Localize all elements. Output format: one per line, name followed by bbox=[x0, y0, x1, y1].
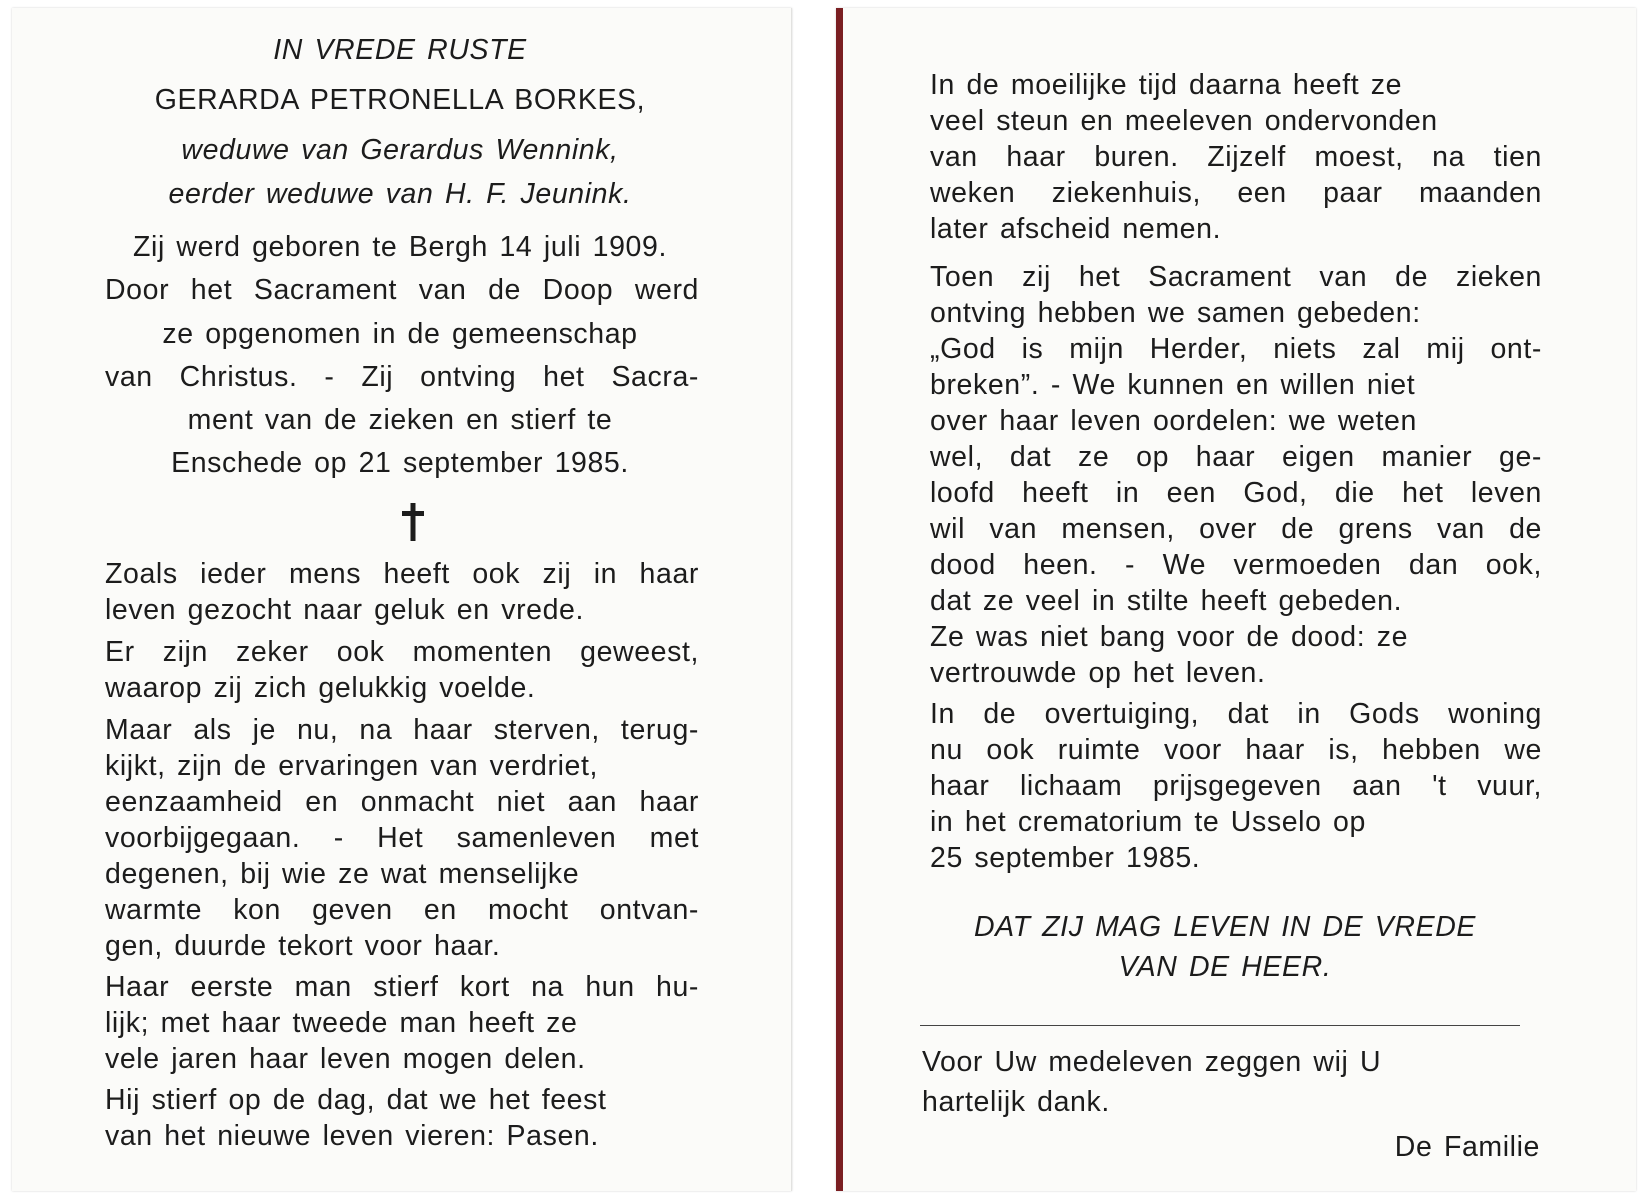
divider-line bbox=[920, 1025, 1520, 1026]
body-line: vertrouwde op het leven. bbox=[930, 657, 1266, 689]
body-line: waarop zij zich gelukkig voelde. bbox=[105, 672, 536, 704]
deceased-name: GERARDA PETRONELLA BORKES, bbox=[154, 84, 646, 116]
body-line: eenzaamheid en onmacht niet aan haar bbox=[105, 786, 699, 818]
widow-line-2: eerder weduwe van H. F. Jeunink. bbox=[168, 178, 632, 210]
body-line: warmte kon geven en mocht ontvan- bbox=[105, 894, 699, 926]
bio-line: Zij werd geboren te Bergh 14 juli 1909. bbox=[133, 231, 667, 263]
cross-icon bbox=[398, 503, 428, 541]
thanks-line: Voor Uw medeleven zeggen wij U bbox=[922, 1046, 1382, 1078]
body-line: weken ziekenhuis, een paar maanden bbox=[930, 177, 1542, 209]
signature: De Familie bbox=[1394, 1131, 1540, 1163]
body-line: loofd heeft in een God, die het leven bbox=[930, 477, 1542, 509]
body-line: Er zijn zeker ook momenten geweest, bbox=[105, 636, 699, 668]
body-line: Maar als je nu, na haar sterven, terug- bbox=[105, 714, 699, 746]
body-line: „God is mijn Herder, niets zal mij ont- bbox=[930, 333, 1542, 365]
body-line: breken”. - We kunnen en willen niet bbox=[930, 369, 1416, 401]
body-line: Hij stierf op de dag, dat we het feest bbox=[105, 1084, 607, 1116]
body-line: haar lichaam prijsgegeven aan 't vuur, bbox=[930, 770, 1542, 802]
body-line: Haar eerste man stierf kort na hun hu- bbox=[105, 971, 699, 1003]
widow-line-1: weduwe van Gerardus Wennink, bbox=[181, 134, 619, 166]
body-line: vele jaren haar leven mogen delen. bbox=[105, 1043, 586, 1075]
body-line: nu ook ruimte voor haar is, hebben we bbox=[930, 734, 1542, 766]
bio-line: Enschede op 21 september 1985. bbox=[171, 447, 629, 479]
body-line: over haar leven oordelen: we weten bbox=[930, 405, 1417, 437]
body-line: voorbijgegaan. - Het samenleven met bbox=[105, 822, 699, 854]
body-line: Ze was niet bang voor de dood: ze bbox=[930, 621, 1409, 653]
body-line: gen, duurde tekort voor haar. bbox=[105, 930, 501, 962]
bio-line: ze opgenomen in de gemeenschap bbox=[162, 318, 638, 350]
body-line: later afscheid nemen. bbox=[930, 213, 1222, 245]
body-line: In de overtuiging, dat in Gods woning bbox=[930, 698, 1542, 730]
card-header: IN VREDE RUSTE bbox=[273, 34, 527, 66]
closing-line: VAN DE HEER. bbox=[1118, 951, 1332, 983]
body-line: dat ze veel in stilte heeft gebeden. bbox=[930, 585, 1403, 617]
body-line: 25 september 1985. bbox=[930, 842, 1201, 874]
body-line: wil van mensen, over de grens van de bbox=[930, 513, 1542, 545]
body-line: In de moeilijke tijd daarna heeft ze bbox=[930, 69, 1403, 101]
body-line: kijkt, zijn de ervaringen van verdriet, bbox=[105, 750, 599, 782]
bio-line: ment van de zieken en stierf te bbox=[187, 404, 613, 436]
body-line: van het nieuwe leven vieren: Pasen. bbox=[105, 1120, 599, 1152]
body-line: degenen, bij wie ze wat menselijke bbox=[105, 858, 580, 890]
closing-line: DAT ZIJ MAG LEVEN IN DE VREDE bbox=[973, 911, 1477, 943]
body-line: wel, dat ze op haar eigen manier ge- bbox=[930, 441, 1542, 473]
body-line: ontving hebben we samen gebeden: bbox=[930, 297, 1421, 329]
body-line: leven gezocht naar geluk en vrede. bbox=[105, 594, 585, 626]
body-line: Toen zij het Sacrament van de zieken bbox=[930, 261, 1542, 293]
body-line: Zoals ieder mens heeft ook zij in haar bbox=[105, 558, 699, 590]
bio-line: van Christus. - Zij ontving het Sacra- bbox=[105, 361, 699, 393]
body-line: lijk; met haar tweede man heeft ze bbox=[105, 1007, 578, 1039]
body-line: van haar buren. Zijzelf moest, na tien bbox=[930, 141, 1542, 173]
body-line: in het crematorium te Usselo op bbox=[930, 806, 1366, 838]
bio-line: Door het Sacrament van de Doop werd bbox=[105, 274, 699, 306]
body-line: veel steun en meeleven ondervonden bbox=[930, 105, 1438, 137]
thanks-line: hartelijk dank. bbox=[922, 1086, 1110, 1118]
body-line: dood heen. - We vermoeden dan ook, bbox=[930, 549, 1542, 581]
